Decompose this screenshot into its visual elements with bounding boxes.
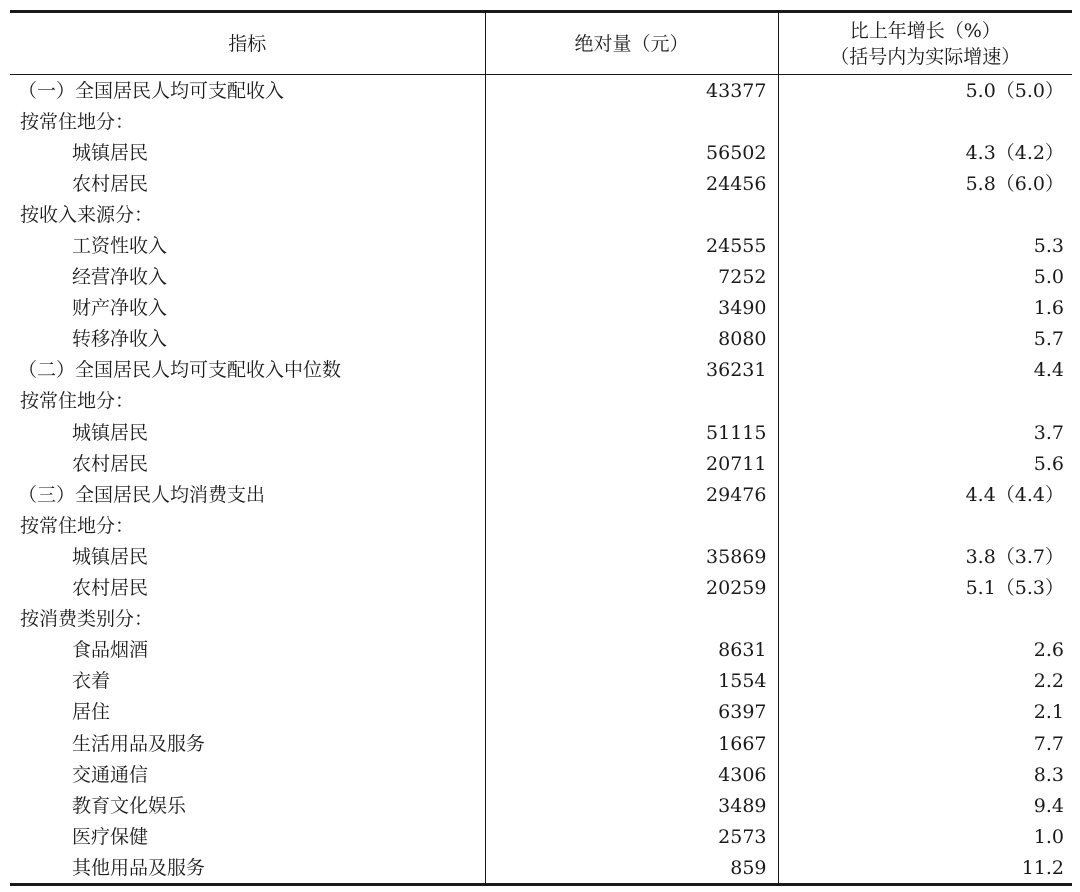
group-label: 按消费类别分： <box>20 608 154 631</box>
indicator-name: 转移净收入 <box>72 328 168 351</box>
absolute-value: 51115 <box>485 417 778 448</box>
indicator-name: 居住 <box>72 701 111 724</box>
growth-value: 3.7 <box>1033 421 1064 444</box>
indicator-name: 衣着 <box>72 670 111 693</box>
header-growth-line1: 比上年增长（%） <box>849 19 1001 42</box>
header-indicator: 指标 <box>10 12 485 75</box>
growth-value <box>778 199 1072 230</box>
table-row <box>10 168 1072 199</box>
table-row <box>10 448 1072 479</box>
indicator-name: 医疗保健 <box>72 825 149 848</box>
growth-value: 5.0（5.0） <box>965 79 1064 102</box>
absolute-value <box>485 510 778 541</box>
absolute-value: 56502 <box>485 137 778 168</box>
section-label: （三）全国居民人均消费支出 <box>18 483 266 506</box>
absolute-value: 8080 <box>485 324 778 355</box>
growth-value: 5.0 <box>1033 266 1064 289</box>
table-row <box>10 852 1072 885</box>
table-body <box>10 75 1072 885</box>
income-consumption-table-container <box>10 10 1072 886</box>
table-row <box>10 355 1072 386</box>
absolute-value: 20711 <box>485 448 778 479</box>
group-label: 按常住地分： <box>20 514 135 537</box>
growth-value: 11.2 <box>778 852 1072 885</box>
absolute-value <box>485 604 778 635</box>
header-growth <box>778 12 1072 75</box>
table-row <box>10 386 1072 417</box>
absolute-value: 20259 <box>485 573 778 604</box>
group-label: 按常住地分： <box>20 110 135 133</box>
absolute-value: 36231 <box>485 355 778 386</box>
header-growth-line2: （括号内为实际增速） <box>830 45 1021 68</box>
absolute-value <box>485 199 778 230</box>
growth-value: 4.4 <box>1033 359 1064 382</box>
table-row <box>10 324 1072 355</box>
growth-value <box>778 604 1072 635</box>
table-row <box>10 479 1072 510</box>
absolute-value: 24555 <box>485 230 778 261</box>
indicator-name: 城镇居民 <box>72 141 149 164</box>
indicator-name: 教育文化娱乐 <box>72 794 187 817</box>
absolute-value: 35869 <box>485 541 778 572</box>
indicator-name: 其他用品及服务 <box>10 852 485 885</box>
indicator-name: 财产净收入 <box>72 297 168 320</box>
absolute-value: 3490 <box>485 293 778 324</box>
growth-value: 5.1（5.3） <box>965 577 1064 600</box>
absolute-value: 859 <box>485 852 778 885</box>
absolute-value <box>485 386 778 417</box>
growth-value: 2.2 <box>1033 670 1064 693</box>
table-row <box>10 510 1072 541</box>
indicator-name: 城镇居民 <box>72 545 149 568</box>
absolute-value: 24456 <box>485 168 778 199</box>
growth-value: 3.8（3.7） <box>965 545 1064 568</box>
indicator-name: 农村居民 <box>72 577 149 600</box>
absolute-value: 1667 <box>485 728 778 759</box>
growth-value <box>778 106 1072 137</box>
table-row <box>10 821 1072 852</box>
absolute-value: 8631 <box>485 635 778 666</box>
table-row <box>10 790 1072 821</box>
indicator-name: 农村居民 <box>72 172 149 195</box>
indicator-name: 交通通信 <box>72 763 149 786</box>
growth-value: 5.3 <box>1033 235 1064 258</box>
absolute-value: 1554 <box>485 666 778 697</box>
table-row <box>10 75 1072 107</box>
table-row <box>10 666 1072 697</box>
header-absolute: 绝对量（元） <box>485 12 778 75</box>
growth-value: 8.3 <box>1033 763 1064 786</box>
absolute-value: 29476 <box>485 479 778 510</box>
absolute-value: 7252 <box>485 262 778 293</box>
indicator-name: 农村居民 <box>72 452 149 475</box>
income-consumption-table <box>10 10 1072 886</box>
growth-value: 9.4 <box>1033 794 1064 817</box>
table-row <box>10 697 1072 728</box>
growth-value: 2.6 <box>1033 639 1064 662</box>
growth-value <box>778 386 1072 417</box>
growth-value: 5.6 <box>1033 452 1064 475</box>
growth-value: 5.7 <box>1033 328 1064 351</box>
section-label: （二）全国居民人均可支配收入中位数 <box>18 359 342 382</box>
table-row <box>10 573 1072 604</box>
table-row <box>10 106 1072 137</box>
group-label: 按收入来源分： <box>20 203 154 226</box>
table-row <box>10 417 1072 448</box>
absolute-value: 43377 <box>485 75 778 107</box>
group-label: 按常住地分： <box>20 390 135 413</box>
absolute-value: 2573 <box>485 821 778 852</box>
table-row <box>10 604 1072 635</box>
header-row <box>10 12 1072 75</box>
growth-value: 7.7 <box>1033 732 1064 755</box>
absolute-value: 3489 <box>485 790 778 821</box>
table-row <box>10 293 1072 324</box>
table-row <box>10 230 1072 261</box>
growth-value: 4.4（4.4） <box>965 483 1064 506</box>
table-row <box>10 728 1072 759</box>
table-row <box>10 635 1072 666</box>
indicator-name: 经营净收入 <box>72 266 168 289</box>
table-row <box>10 759 1072 790</box>
section-label: （一）全国居民人均可支配收入 <box>18 79 285 102</box>
growth-value: 4.3（4.2） <box>965 141 1064 164</box>
growth-value: 2.1 <box>1033 701 1064 724</box>
table-row <box>10 137 1072 168</box>
table-row <box>10 262 1072 293</box>
absolute-value: 4306 <box>485 759 778 790</box>
table-row <box>10 541 1072 572</box>
absolute-value <box>485 106 778 137</box>
table-row <box>10 199 1072 230</box>
indicator-name: 城镇居民 <box>72 421 149 444</box>
indicator-name: 食品烟酒 <box>72 639 149 662</box>
growth-value <box>778 510 1072 541</box>
growth-value: 1.6 <box>1033 297 1064 320</box>
growth-value: 1.0 <box>1033 825 1064 848</box>
indicator-name: 工资性收入 <box>72 235 168 258</box>
absolute-value: 6397 <box>485 697 778 728</box>
indicator-name: 生活用品及服务 <box>72 732 206 755</box>
table-header <box>10 12 1072 75</box>
growth-value: 5.8（6.0） <box>965 172 1064 195</box>
